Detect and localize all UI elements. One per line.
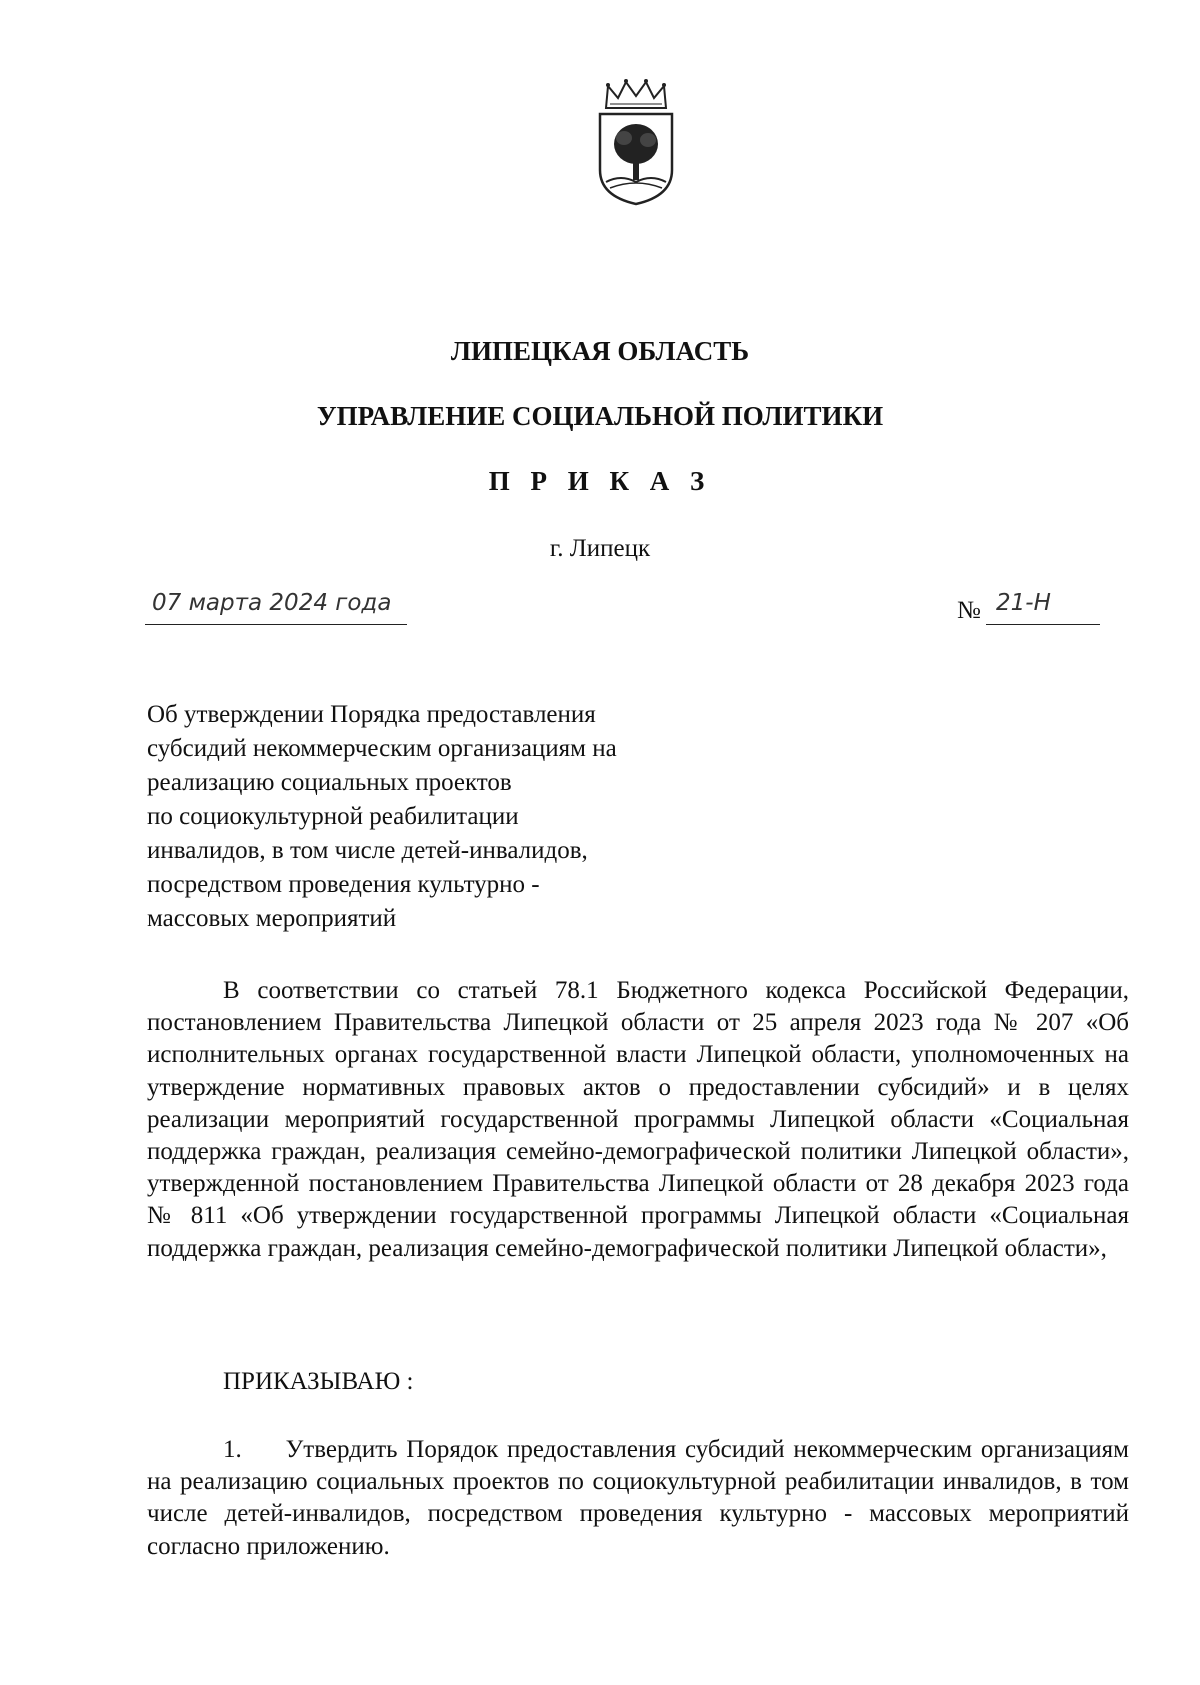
city-label: г. Липецк [549, 535, 651, 562]
subject-line: инвалидов, в том числе детей-инвалидов, [147, 837, 588, 864]
handwritten-number: 21-Н [996, 590, 1051, 616]
handwritten-date: 07 марта 2024 года [152, 590, 392, 616]
order-subject [147, 698, 747, 936]
department-heading: УПРАВЛЕНИЕ СОЦИАЛЬНОЙ ПОЛИТИКИ [316, 401, 884, 431]
subject-line: субсидий некоммерческим организациям на [147, 735, 617, 762]
lipetsk-coat-of-arms-icon [596, 78, 676, 206]
subject-line: реализацию социальных проектов [147, 769, 512, 796]
order-word: ПРИКАЗЫВАЮ : [223, 1368, 414, 1395]
region-heading: ЛИПЕЦКАЯ ОБЛАСТЬ [450, 336, 750, 366]
order-item-1: 1. Утвердить Порядок предоставления субсидий некоммерческим организациям на реализацию социальных проектов по социокультурной реабилитации инвалидов, в том числе детей-инвалидов, посредством проведения культурно - массовых мероприятий согласно приложению. [147, 1436, 1129, 1560]
document-type-heading: П Р И К А З [488, 466, 712, 496]
preamble-paragraph: В соответствии со статьей 78.1 Бюджетного кодекса Российской Федерации, постановлением Правительства Липецкой области от 25 апреля 2023 года № 207 «Об исполнительных органах государственной власти Липецкой области, уполномоченных на утверждение нормативных правовых актов о предоставлении субсидий» и в целях реализации мероприятий государственной программы Липецкой области «Социальная поддержка граждан, реализация семейно-демографической политики Липецкой области», утвержденной постановлением Правительства Липецкой области от 28 декабря 2023 года № 811 «Об утверждении государственной программы Липецкой области «Социальная поддержка граждан, реализация семейно-демографической политики Липецкой области», [147, 977, 1129, 1262]
number-label: № [957, 597, 981, 624]
subject-line: Об утверждении Порядка предоставления [147, 701, 596, 728]
subject-line: массовых мероприятий [147, 905, 397, 932]
subject-line: по социокультурной реабилитации [147, 803, 519, 830]
subject-line: посредством проведения культурно - [147, 871, 540, 898]
